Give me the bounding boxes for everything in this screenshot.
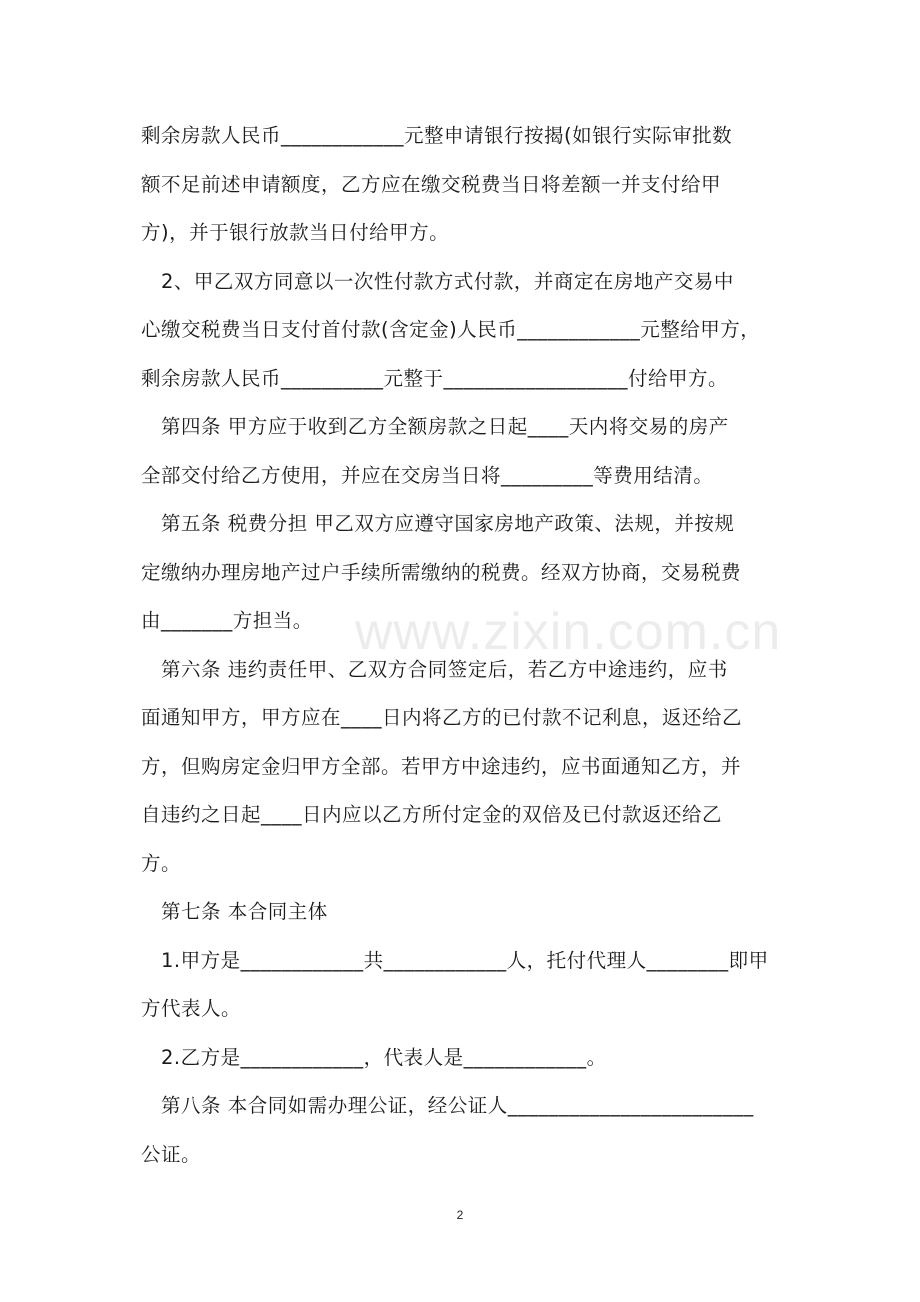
page-number: 2 (456, 1208, 464, 1222)
text-line: 方)，并于银行放款当日付给甲方。 (141, 221, 450, 244)
text-line: 方代表人。 (141, 997, 242, 1020)
text-line: 额不足前述申请额度，乙方应在缴交税费当日将差额一并支付给甲 (141, 172, 722, 196)
text-line: 方，但购房定金归甲方全部。若甲方中途违约，应书面通知乙方，并 (141, 754, 742, 778)
text-line: 公证。 (141, 1142, 202, 1166)
text-line: 2.乙方是____________，代表人是____________。 (161, 1045, 607, 1069)
text-line: 全部交付给乙方使用，并应在交房当日将_________等费用结清。 (141, 463, 714, 487)
text-line: 第四条 甲方应于收到乙方全额房款之日起____天内将交易的房产 (161, 415, 729, 438)
text-line: 剩余房款人民币__________元整于__________________付给甲方。 (141, 366, 729, 390)
text-line: 由_______方担当。 (141, 609, 313, 632)
text-line: 面通知甲方，甲方应在____日内将乙方的已付款不记利息，返还给乙 (141, 706, 743, 729)
text-line: 第八条 本合同如需办理公证，经公证人________________________ (161, 1094, 754, 1117)
text-line: 第七条 本合同主体 (161, 900, 328, 923)
text-line: 定缴纳办理房地产过户手续所需缴纳的税费。经双方协商，交易税费 (141, 560, 742, 584)
text-line: 1.甲方是____________共____________人，托付代理人________即甲 (161, 948, 769, 972)
text-line: 方。 (141, 851, 182, 875)
text-line: 2、甲乙双方同意以一次性付款方式付款，并商定在房地产交易中 (161, 269, 734, 293)
text-line: 自违约之日起____日内应以乙方所付定金的双倍及已付款返还给乙 (141, 803, 723, 826)
text-line: 心缴交税费当日支付首付款(含定金)人民币____________元整给甲方， (141, 318, 761, 341)
text-line: 剩余房款人民币____________元整申请银行按揭(如银行实际审批数 (141, 124, 733, 147)
text-line: 第五条 税费分担 甲乙双方应遵守国家房地产政策、法规，并按规 (161, 512, 735, 535)
text-line: 第六条 违约责任甲、乙双方合同签定后，若乙方中途违约，应书 (161, 657, 728, 681)
watermark: www.zixin.com.cn (355, 603, 782, 661)
